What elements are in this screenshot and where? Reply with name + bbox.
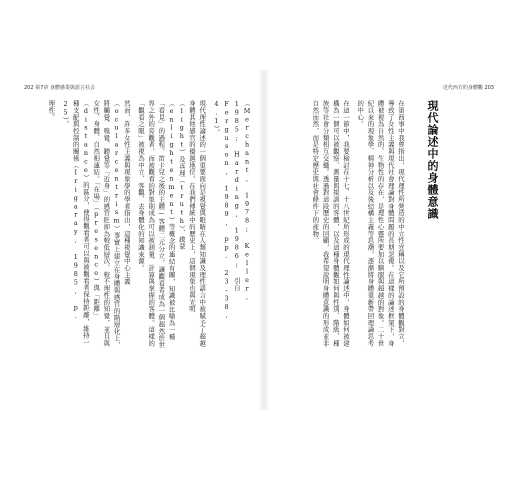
left-page-header: 202 第7章 身體感業與語言社会: [24, 85, 95, 91]
left-paragraph-3: 然而，許多女性主義與現象學的學者指出，這種視覺中心主義（ocularcentrism）事實上建立在身體與感官的階層化上，將觸覺、嗅覺、聽覺等「近身」的感官貶抑為較低層次、較不理性的知覺，並且與女性、身體、自然相連結。「在場」（presence）與「距離」（distance）的區分，使得觀看者可以與被觀看者保持距離，維持一種支配與控制的關係（Irigaray, 1985, p. 25）。: [61, 100, 131, 349]
right-paragraph-2: 在這一節中，我要檢討在十七、十八世紀所形成的現代理性論述中，身體如何被建構為一個可以被觀察、測量與規訓的客體，以及這種身體觀如何與性別、階級、種族等社會分類相互交織。透過對這段歷史的回顧，我希望說明身體意識的形成並非自然而然，而是特定歷史與社會條件下的產物。: [311, 100, 350, 347]
page-gutter: [258, 70, 270, 410]
left-paragraph-4: 理性。: [47, 100, 56, 121]
right-paragraph-1: 在第西事中我曾指出，現代理性所營造的中立性宣稱以及它所預設的身體觀對立，導致了女性主義與現代社會理論對身體問題的長期忽視。在這樣的論述框架下，身體被視為自然的、生物性的存在，是理性心靈所要加以馴服與超越的對象。二十世紀以來的現象學、精神分析以及後結構主義等思潮，逐漸將身體重新帶回理論思考的中心。: [356, 100, 405, 347]
right-page-body: [276, 100, 406, 350]
left-paragraph-1: （Merchant, 1978; Keller, 1985; Harding, 1986; 引自 Ferguson, 1989, pp. 23–38, 4.1）。: [212, 100, 251, 320]
left-paragraph-2: 現代理性論述的一個重要面向是視覺與眼睛在人類知識及理性語言中被賦予了超越身體其他感官的優越地位。在我們傳統中的歷史上，這個現象也與光明（light）及真理（truth）、啟蒙（enlightenment）等概念的連結有關，知識被比喻為一種「看見」的過程。笛卡兒之後的主體—客體二元分立，讓觀看者成為一個超然於世界之外的旁觀者，而被觀看的對象則成為可以被測量、計算與掌握的客體。這樣的「觀看之眼」被視為中立、客觀、去身體化的知識來源。: [136, 100, 207, 349]
right-page-header: 近代西方的身體觀 203: [442, 85, 494, 91]
left-page-body: [26, 100, 252, 350]
section-title: 現代論述中的身體意識: [426, 100, 439, 220]
